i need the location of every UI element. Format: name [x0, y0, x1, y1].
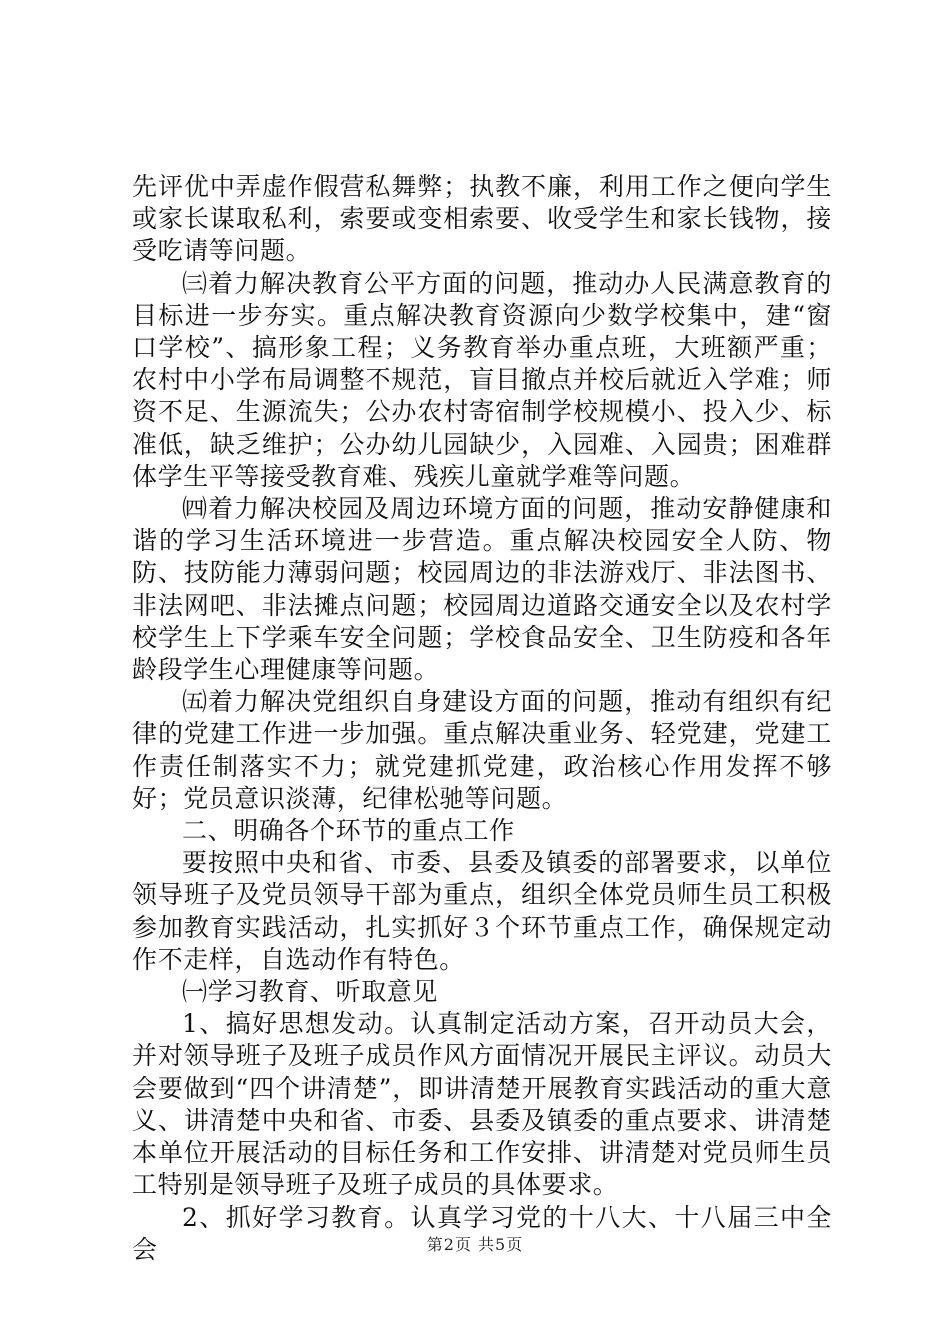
paragraph: ㈢着力解决教育公平方面的问题，推动办人民满意教育的目标进一步夯实。重点解决教育资源向少数学校集中，建“窗口学校”、搞形象工程；义务教育举办重点班，大班额严重；农村中小学布局调整不规范，盲目撤点并校后就近入学难；师资不足、生源流失；公办农村寄宿制学校规模小、投入少、标准低，缺乏维护；公办幼儿园缺少，入园难、入园贵；困难群体学生平等接受教育难、残疾儿童就学难等问题。 [132, 268, 832, 491]
page-number-footer: 第2页 共5页 [426, 1235, 524, 1254]
subsection-heading: ㈠学习教育、听取意见 [182, 977, 439, 1007]
paragraph: ㈣着力解决校园及周边环境方面的问题，推动安静健康和谐的学习生活环境进一步营造。重点解决校园安全人防、物防、技防能力薄弱问题；校园周边的非法游戏厅、非法图书、非法网吧、非法摊点问题；校园周边道路交通安全以及农村学校学生上下学乘车安全问题；学校食品安全、卫生防疫和各年龄段学生心理健康等问题。 [132, 494, 832, 685]
paragraph: 1、搞好思想发动。认真制定活动方案，召开动员大会，并对领导班子及班子成员作风方面情况开展民主评议。动员大会要做到“四个讲清楚”，即讲清楚开展教育实践活动的重大意义、讲清楚中央和省、市委、县委及镇委的重点要求、讲清楚本单位开展活动的目标任务和工作安排、讲清楚对党员师生员工特别是领导班子及班子成员的具体要求。 [132, 1009, 832, 1200]
paragraph: 要按照中央和省、市委、县委及镇委的部署要求，以单位领导班子及党员领导干部为重点，组织全体党员师生员工积极参加教育实践活动，扎实抓好３个环节重点工作，确保规定动作不走样，自选动作有特色。 [132, 848, 832, 974]
body-text [132, 171, 832, 1266]
paragraph: 先评优中弄虚作假营私舞弊；执教不廉，利用工作之便向学生或家长谋取私利，索要或变相索要、收受学生和家长钱物，接受吃请等问题。 [132, 172, 832, 266]
paragraph: 2、抓好学习教育。认真学习党的十八大、十八届三中全会 [132, 1202, 832, 1264]
section-heading: 二、明确各个环节的重点工作 [182, 816, 515, 846]
paragraph: ㈤着力解决党组织自身建设方面的问题，推动有组织有纪律的党建工作进一步加强。重点解决重业务、轻党建，党建工作责任制落实不力；就党建抓党建，政治核心作用发挥不够好；党员意识淡薄，纪律松驰等问题。 [132, 687, 832, 813]
